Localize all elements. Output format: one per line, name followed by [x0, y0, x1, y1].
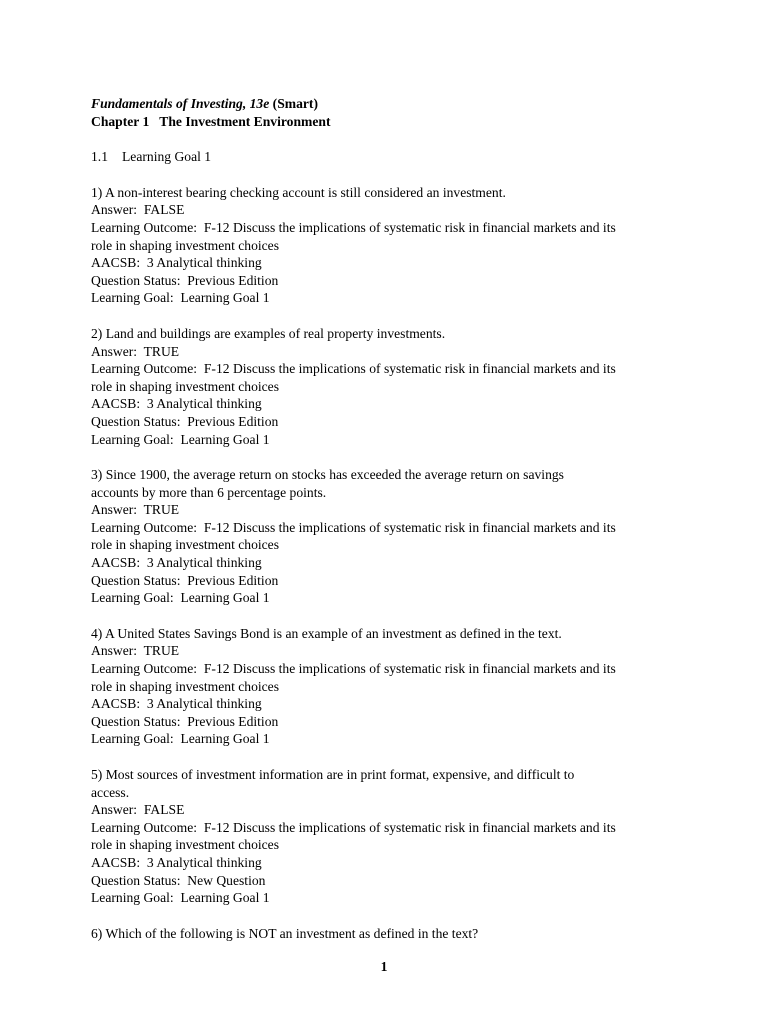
question-text: 4) A United States Savings Bond is an example of an investment as defined in the text.: [91, 625, 562, 641]
book-title: Fundamentals of Investing, 13e: [91, 96, 270, 111]
question-aacsb: AACSB: 3 Analytical thinking: [91, 396, 262, 412]
book-author: (Smart): [272, 96, 318, 111]
question-learning-outcome-cont: role in shaping investment choices: [91, 378, 280, 394]
question-answer: Answer: TRUE: [91, 643, 180, 659]
question-text-cont: accounts by more than 6 percentage points.: [91, 484, 327, 500]
question-aacsb: AACSB: 3 Analytical thinking: [91, 255, 262, 271]
question-answer: Answer: FALSE: [91, 802, 185, 818]
question-item: [91, 925, 691, 943]
question-learning-goal: Learning Goal: Learning Goal 1: [91, 290, 270, 306]
question-answer: Answer: TRUE: [91, 502, 180, 518]
question-aacsb: AACSB: 3 Analytical thinking: [91, 555, 262, 571]
question-learning-outcome-cont: role in shaping investment choices: [91, 678, 280, 694]
question-learning-outcome-cont: role in shaping investment choices: [91, 537, 280, 553]
question-status: Question Status: Previous Edition: [91, 272, 279, 288]
question-learning-outcome: Learning Outcome: F-12 Discuss the implications of systematic risk in financial markets and its: [91, 219, 616, 235]
question-text: 2) Land and buildings are examples of real property investments.: [91, 325, 446, 341]
question-aacsb: AACSB: 3 Analytical thinking: [91, 854, 262, 870]
section-name: Learning Goal 1: [122, 149, 212, 165]
document-body: [91, 95, 691, 942]
page-number: 1: [380, 959, 388, 974]
question-learning-outcome-cont: role in shaping investment choices: [91, 237, 280, 253]
document-title: [91, 95, 691, 113]
question-item: [91, 184, 691, 307]
section-number: 1.1: [91, 149, 108, 165]
chapter-heading: [91, 113, 691, 131]
question-aacsb: AACSB: 3 Analytical thinking: [91, 696, 262, 712]
question-status: Question Status: Previous Edition: [91, 713, 279, 729]
question-learning-goal: Learning Goal: Learning Goal 1: [91, 731, 270, 747]
question-text: 3) Since 1900, the average return on stocks has exceeded the average return on savings: [91, 467, 564, 483]
chapter-name: The Investment Environment: [159, 113, 331, 129]
question-learning-outcome: Learning Outcome: F-12 Discuss the implications of systematic risk in financial markets and its: [91, 361, 616, 377]
question-text: 6) Which of the following is NOT an investment as defined in the text?: [91, 925, 479, 941]
question-learning-outcome-cont: role in shaping investment choices: [91, 837, 280, 853]
question-answer: Answer: TRUE: [91, 343, 180, 359]
question-text: 1) A non-interest bearing checking account is still considered an investment.: [91, 184, 506, 200]
question-learning-goal: Learning Goal: Learning Goal 1: [91, 431, 270, 447]
question-learning-goal: Learning Goal: Learning Goal 1: [91, 590, 270, 606]
question-learning-outcome: Learning Outcome: F-12 Discuss the implications of systematic risk in financial markets and its: [91, 519, 616, 535]
chapter-label: Chapter 1: [91, 113, 150, 129]
question-answer: Answer: FALSE: [91, 202, 185, 218]
question-item: [91, 325, 691, 448]
question-status: Question Status: Previous Edition: [91, 413, 279, 429]
question-learning-outcome: Learning Outcome: F-12 Discuss the implications of systematic risk in financial markets and its: [91, 661, 616, 677]
question-item: [91, 466, 691, 607]
question-learning-goal: Learning Goal: Learning Goal 1: [91, 890, 270, 906]
question-item: [91, 625, 691, 748]
section-heading: [91, 148, 691, 166]
question-learning-outcome: Learning Outcome: F-12 Discuss the implications of systematic risk in financial markets and its: [91, 819, 616, 835]
question-text-cont: access.: [91, 784, 130, 800]
question-status: Question Status: New Question: [91, 872, 266, 888]
question-item: [91, 766, 691, 907]
question-text: 5) Most sources of investment information are in print format, expensive, and difficult to: [91, 767, 575, 782]
question-status: Question Status: Previous Edition: [91, 572, 279, 588]
